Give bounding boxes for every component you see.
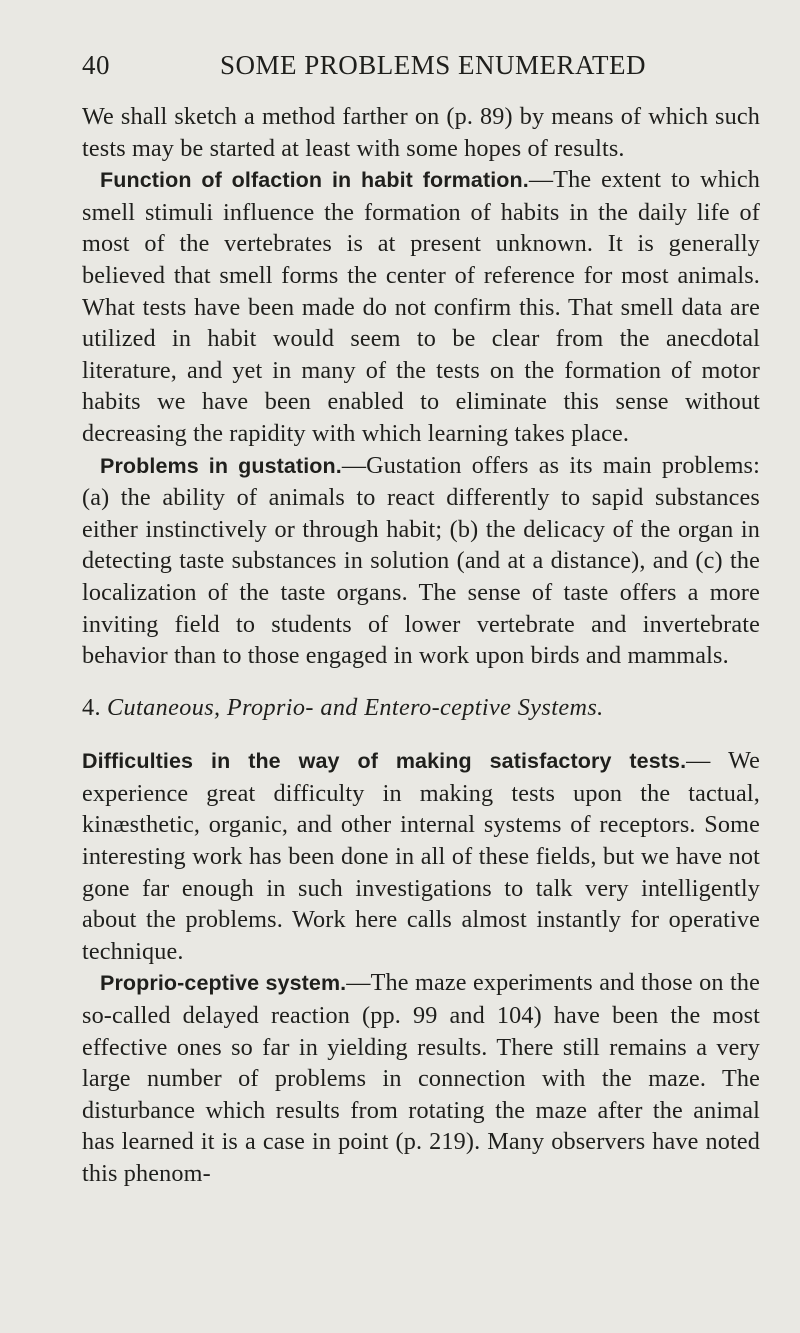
gustation-heading: Problems in gustation.	[100, 453, 342, 478]
olfaction-heading: Function of olfaction in habit formation.	[100, 168, 529, 193]
gustation-paragraph	[82, 450, 760, 672]
olfaction-body: —The extent to which smell stimuli influence the formation of habits in the daily life of most of the vertebrates is at present unknown. It is generally believed that smell forms the center of reference for most animals. What tests have been made do not confirm this. That smell data are utilized in habit would seem to be clear from the anecdotal literature, and yet in many of the tests on the formation of motor habits we have been enabled to eliminate this sense without decreasing the rapidity with which learning takes place.	[82, 166, 760, 447]
difficulties-paragraph	[82, 745, 760, 967]
gustation-body: —Gustation offers as its main problems: (a) the ability of animals to react differently to sapid substances either instinctively or through habit; (b) the delicacy of the organ in detecting taste substances in solution (and at a distance), and (c) the localization of the taste organs. The sense of taste offers a more inviting field to students of lower vertebrate and invertebrate behavior than to those engaged in work upon birds and mammals.	[82, 451, 760, 670]
proprio-body: —The maze experiments and those on the so-called delayed reaction (pp. 99 and 104) have been the most effective ones so far in yielding results. There still remains a very large number of problems in connection with the maze. The disturbance which results from rotating the maze after the animal has learned it is a case in point (p. 219). Many observers have noted this phenom-	[82, 969, 760, 1187]
section-number: 4.	[82, 693, 101, 721]
running-head-title: SOME PROBLEMS ENUMERATED	[219, 50, 647, 80]
running-head	[82, 50, 760, 81]
page-number: 40	[82, 50, 110, 80]
difficulties-heading: Difficulties in the way of making satisfactory tests.	[82, 749, 687, 774]
proprio-heading: Proprio-ceptive system.	[100, 971, 347, 996]
proprio-paragraph	[82, 967, 760, 1189]
difficulties-body: — We experience great difficulty in making tests upon the tactual, kinæsthetic, organic, and other internal systems of receptors. Some interesting work has been done in all of these fields, but we have not gone far enough in such investigations to talk very intelligently about the problems. Work here calls almost instantly for operative technique.	[82, 747, 760, 965]
section-title: Cutaneous, Proprio- and Entero-ceptive Systems.	[106, 693, 604, 721]
section-heading	[82, 692, 760, 724]
intro-paragraph: We shall sketch a method farther on (p. 89) by means of which such tests may be started at least with some hopes of results.	[82, 103, 760, 162]
olfaction-paragraph	[82, 164, 760, 449]
